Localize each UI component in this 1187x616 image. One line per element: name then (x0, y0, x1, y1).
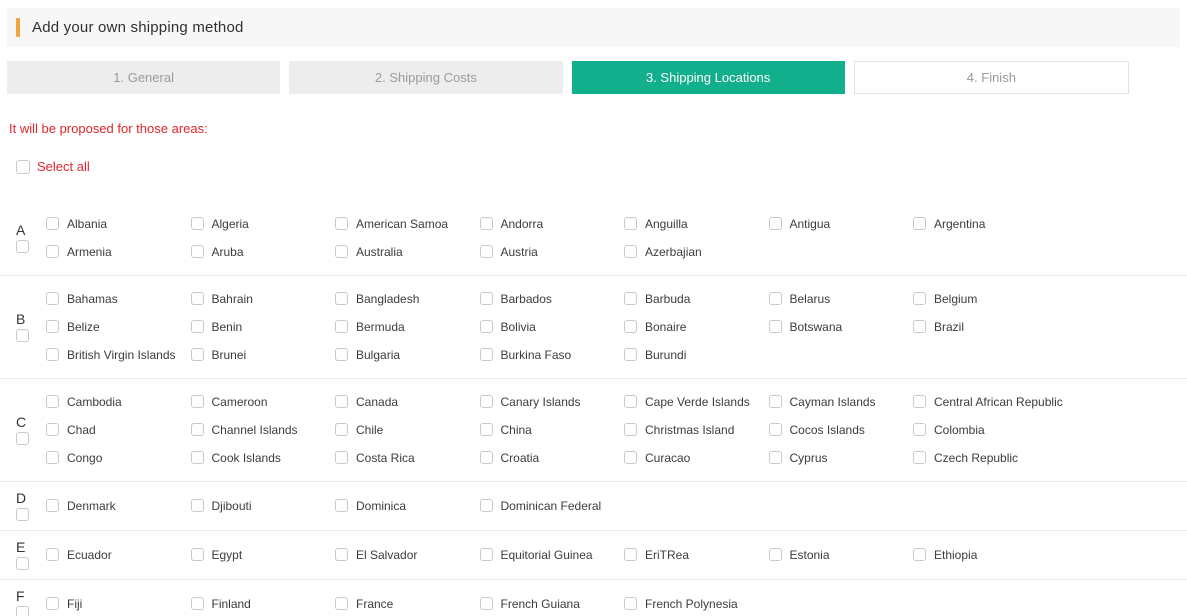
country-checkbox-icon[interactable] (335, 320, 348, 333)
country-option[interactable] (769, 210, 914, 238)
country-option[interactable] (335, 492, 480, 520)
country-grid (46, 492, 1058, 520)
country-checkbox-icon[interactable] (624, 548, 637, 561)
country-option[interactable] (191, 238, 336, 266)
country-option[interactable] (335, 285, 480, 313)
country-option[interactable] (480, 444, 625, 472)
country-label: Azerbajian (645, 244, 702, 259)
country-checkbox-icon[interactable] (46, 499, 59, 512)
country-label: EriTRea (645, 547, 690, 562)
country-checkbox-icon[interactable] (191, 548, 204, 561)
country-label: Argentina (934, 216, 986, 231)
country-option[interactable] (46, 210, 191, 238)
country-checkbox-icon[interactable] (480, 320, 493, 333)
country-option[interactable] (480, 238, 625, 266)
country-checkbox-icon[interactable] (335, 245, 348, 258)
country-section-e (0, 531, 1187, 580)
country-checkbox-icon[interactable] (913, 548, 926, 561)
country-label: Croatia (500, 450, 540, 465)
country-label: Botswana (789, 319, 843, 334)
country-label: Cocos Islands (789, 422, 865, 437)
country-checkbox-icon[interactable] (624, 292, 637, 305)
areas-notice: It will be proposed for those areas: (9, 121, 208, 136)
country-checkbox-icon[interactable] (769, 395, 782, 408)
country-option[interactable] (335, 313, 480, 341)
country-checkbox-icon[interactable] (46, 597, 59, 610)
country-label: Bermuda (356, 319, 405, 334)
section-letter-col (0, 540, 46, 570)
country-label: Cook Islands (211, 450, 281, 465)
shipping-method-page (0, 8, 1187, 616)
country-option[interactable] (624, 416, 769, 444)
country-option[interactable] (335, 541, 480, 569)
country-checkbox-icon[interactable] (624, 597, 637, 610)
country-label: Cape Verde Islands (645, 394, 750, 409)
country-label: Anguilla (645, 216, 688, 231)
country-option[interactable] (913, 416, 1058, 444)
country-label: Dominican Federal (500, 498, 602, 513)
country-option[interactable] (46, 313, 191, 341)
section-letter: A (16, 221, 26, 238)
accent-bar-icon (16, 18, 20, 37)
country-option[interactable] (624, 388, 769, 416)
section-letter-col (0, 491, 46, 521)
country-label: French Polynesia (645, 596, 738, 611)
country-checkbox-icon[interactable] (480, 451, 493, 464)
tab-finish[interactable]: 4. Finish (854, 61, 1129, 94)
country-label: Colombia (934, 422, 985, 437)
country-option[interactable] (624, 444, 769, 472)
country-option[interactable] (480, 210, 625, 238)
country-checkbox-icon[interactable] (769, 320, 782, 333)
country-checkbox-icon[interactable] (624, 320, 637, 333)
country-option[interactable] (624, 238, 769, 266)
country-section-b (0, 276, 1187, 379)
wizard-steps (7, 61, 1129, 94)
country-label: Barbados (500, 291, 552, 306)
section-letter: E (16, 538, 26, 555)
country-checkbox-icon[interactable] (46, 423, 59, 436)
country-label: French Guiana (500, 596, 580, 611)
country-label: Bahamas (67, 291, 118, 306)
country-checkbox-icon[interactable] (191, 597, 204, 610)
country-checkbox-icon[interactable] (191, 395, 204, 408)
country-checkbox-icon[interactable] (46, 395, 59, 408)
country-checkbox-icon[interactable] (769, 423, 782, 436)
country-label: Ecuador (67, 547, 112, 562)
country-label: China (500, 422, 532, 437)
country-label: Bulgaria (356, 347, 401, 362)
country-option[interactable] (191, 313, 336, 341)
country-option[interactable] (191, 285, 336, 313)
country-option[interactable] (191, 388, 336, 416)
country-option[interactable] (335, 444, 480, 472)
country-checkbox-icon[interactable] (335, 451, 348, 464)
country-option[interactable] (191, 416, 336, 444)
country-checkbox-icon[interactable] (191, 292, 204, 305)
country-checkbox-icon[interactable] (624, 245, 637, 258)
country-checkbox-icon[interactable] (769, 548, 782, 561)
country-label: France (356, 596, 394, 611)
country-option[interactable] (335, 416, 480, 444)
country-label: Belarus (789, 291, 831, 306)
country-option[interactable] (46, 541, 191, 569)
country-option[interactable] (335, 388, 480, 416)
country-checkbox-icon[interactable] (480, 348, 493, 361)
country-section-c (0, 379, 1187, 482)
country-option[interactable] (191, 541, 336, 569)
country-checkbox-icon[interactable] (335, 423, 348, 436)
country-option[interactable] (46, 416, 191, 444)
country-checkbox-icon[interactable] (335, 217, 348, 230)
country-label: Czech Republic (934, 450, 1019, 465)
country-option[interactable] (769, 313, 914, 341)
country-option[interactable] (480, 313, 625, 341)
country-section-a (0, 201, 1187, 276)
country-option[interactable] (624, 341, 769, 369)
country-checkbox-icon[interactable] (480, 499, 493, 512)
country-checkbox-icon[interactable] (335, 395, 348, 408)
country-option[interactable] (480, 341, 625, 369)
country-label: Cambodia (67, 394, 122, 409)
country-checkbox-icon[interactable] (913, 423, 926, 436)
country-checkbox-icon[interactable] (46, 245, 59, 258)
country-label: Antigua (789, 216, 831, 231)
country-grid (46, 388, 1063, 472)
section-letter: D (16, 489, 27, 506)
country-label: Burundi (645, 347, 687, 362)
country-label: Denmark (67, 498, 116, 513)
country-option[interactable] (335, 341, 480, 369)
section-letter-col (0, 589, 46, 616)
page-header (7, 8, 1180, 47)
country-label: Barbuda (645, 291, 691, 306)
country-checkbox-icon[interactable] (913, 395, 926, 408)
country-checkbox-icon[interactable] (335, 499, 348, 512)
country-option[interactable] (191, 444, 336, 472)
country-checkbox-icon[interactable] (480, 548, 493, 561)
select-all-label: Select all (37, 159, 90, 174)
country-label: Bangladesh (356, 291, 420, 306)
tab-shipping-locations[interactable]: 3. Shipping Locations (572, 61, 845, 94)
country-checkbox-icon[interactable] (335, 292, 348, 305)
country-option[interactable] (480, 388, 625, 416)
country-label: Andorra (500, 216, 544, 231)
country-label: Benin (211, 319, 243, 334)
section-letter-col (0, 223, 46, 253)
tab-shipping-costs[interactable]: 2. Shipping Costs (289, 61, 562, 94)
section-letter: B (16, 310, 26, 327)
country-label: Brunei (211, 347, 247, 362)
section-select-checkbox-icon[interactable] (16, 329, 29, 342)
country-label: British Virgin Islands (67, 347, 176, 362)
country-label: Egypt (211, 547, 243, 562)
country-checkbox-icon[interactable] (480, 217, 493, 230)
country-checkbox-icon[interactable] (769, 292, 782, 305)
country-section-f (0, 580, 1187, 616)
country-checkbox-icon[interactable] (480, 395, 493, 408)
country-option[interactable] (624, 541, 769, 569)
country-label: Cyprus (789, 450, 828, 465)
country-option[interactable] (624, 590, 769, 616)
country-option[interactable] (191, 590, 336, 616)
country-checkbox-icon[interactable] (191, 245, 204, 258)
country-label: Burkina Faso (500, 347, 572, 362)
country-option[interactable] (46, 492, 191, 520)
country-label: Cameroon (211, 394, 268, 409)
country-section-d (0, 482, 1187, 531)
country-checkbox-icon[interactable] (191, 451, 204, 464)
country-label: Austria (500, 244, 538, 259)
country-option[interactable] (624, 210, 769, 238)
country-checkbox-icon[interactable] (769, 451, 782, 464)
country-checkbox-icon[interactable] (335, 348, 348, 361)
country-option[interactable] (769, 541, 914, 569)
country-grid (46, 541, 1058, 569)
country-checkbox-icon[interactable] (624, 348, 637, 361)
country-checkbox-icon[interactable] (480, 292, 493, 305)
country-checkbox-icon[interactable] (191, 348, 204, 361)
country-checkbox-icon[interactable] (191, 217, 204, 230)
country-label: Estonia (789, 547, 830, 562)
country-label: Canada (356, 394, 399, 409)
country-checkbox-icon[interactable] (480, 423, 493, 436)
section-letter: F (16, 587, 25, 604)
country-checkbox-icon[interactable] (624, 395, 637, 408)
country-label: Djibouti (211, 498, 252, 513)
country-label: Curacao (645, 450, 691, 465)
country-checkbox-icon[interactable] (46, 451, 59, 464)
country-label: Channel Islands (211, 422, 298, 437)
country-checkbox-icon[interactable] (624, 423, 637, 436)
country-label: Ethiopia (934, 547, 978, 562)
country-option[interactable] (335, 590, 480, 616)
country-label: Congo (67, 450, 103, 465)
country-checkbox-icon[interactable] (769, 217, 782, 230)
country-option[interactable] (335, 238, 480, 266)
country-checkbox-icon[interactable] (191, 320, 204, 333)
country-option[interactable] (191, 341, 336, 369)
country-option[interactable] (46, 341, 191, 369)
country-option[interactable] (46, 285, 191, 313)
country-checkbox-icon[interactable] (191, 423, 204, 436)
country-option[interactable] (769, 285, 914, 313)
country-label: Central African Republic (934, 394, 1063, 409)
country-label: Bonaire (645, 319, 687, 334)
country-option[interactable] (480, 541, 625, 569)
country-checkbox-icon[interactable] (913, 292, 926, 305)
country-option[interactable] (913, 444, 1058, 472)
country-option[interactable] (480, 285, 625, 313)
country-option[interactable] (191, 210, 336, 238)
country-option[interactable] (480, 416, 625, 444)
country-label: American Samoa (356, 216, 449, 231)
country-label: Dominica (356, 498, 407, 513)
country-checkbox-icon[interactable] (46, 548, 59, 561)
country-label: Brazil (934, 319, 965, 334)
country-option[interactable] (46, 238, 191, 266)
country-label: Costa Rica (356, 450, 415, 465)
country-option[interactable] (913, 388, 1063, 416)
section-letter-col (0, 415, 46, 445)
country-option[interactable] (913, 285, 1058, 313)
section-select-checkbox-icon[interactable] (16, 240, 29, 253)
country-option[interactable] (480, 590, 625, 616)
country-grid (46, 590, 1058, 616)
country-label: Finland (211, 596, 251, 611)
country-option[interactable] (335, 210, 480, 238)
country-label: Bolivia (500, 319, 536, 334)
country-checkbox-icon[interactable] (335, 597, 348, 610)
country-checkbox-icon[interactable] (913, 451, 926, 464)
country-checkbox-icon[interactable] (46, 292, 59, 305)
country-label: Canary Islands (500, 394, 581, 409)
country-option[interactable] (769, 444, 914, 472)
country-option[interactable] (769, 388, 914, 416)
section-select-checkbox-icon[interactable] (16, 606, 29, 616)
country-checkbox-icon[interactable] (624, 217, 637, 230)
country-checkbox-icon[interactable] (46, 320, 59, 333)
country-option[interactable] (46, 388, 191, 416)
country-checkbox-icon[interactable] (480, 597, 493, 610)
country-label: Chad (67, 422, 96, 437)
country-label: Belgium (934, 291, 978, 306)
section-letter-col (0, 312, 46, 342)
country-option[interactable] (913, 313, 1058, 341)
country-checkbox-icon[interactable] (46, 217, 59, 230)
country-label: Bahrain (211, 291, 253, 306)
section-select-checkbox-icon[interactable] (16, 432, 29, 445)
country-label: El Salvador (356, 547, 418, 562)
country-option[interactable] (191, 492, 336, 520)
country-option[interactable] (624, 285, 769, 313)
country-option[interactable] (480, 492, 625, 520)
country-label: Chile (356, 422, 384, 437)
country-label: Australia (356, 244, 403, 259)
country-checkbox-icon[interactable] (913, 320, 926, 333)
page-title: Add your own shipping method (32, 19, 244, 36)
country-checkbox-icon[interactable] (335, 548, 348, 561)
section-letter: C (16, 413, 27, 430)
country-option[interactable] (769, 416, 914, 444)
country-option[interactable] (913, 210, 1058, 238)
country-checkbox-icon[interactable] (913, 217, 926, 230)
country-label: Algeria (211, 216, 249, 231)
country-option[interactable] (913, 541, 1058, 569)
country-grid (46, 285, 1058, 369)
country-label: Cayman Islands (789, 394, 876, 409)
country-label: Armenia (67, 244, 112, 259)
tab-general[interactable]: 1. General (7, 61, 280, 94)
section-select-checkbox-icon[interactable] (16, 508, 29, 521)
country-checkbox-icon[interactable] (191, 499, 204, 512)
country-label: Belize (67, 319, 100, 334)
country-option[interactable] (46, 444, 191, 472)
country-option[interactable] (624, 313, 769, 341)
country-sections (0, 201, 1187, 616)
country-label: Aruba (211, 244, 244, 259)
country-checkbox-icon[interactable] (624, 451, 637, 464)
country-label: Christmas Island (645, 422, 735, 437)
country-checkbox-icon[interactable] (46, 348, 59, 361)
section-select-checkbox-icon[interactable] (16, 557, 29, 570)
country-checkbox-icon[interactable] (480, 245, 493, 258)
country-option[interactable] (46, 590, 191, 616)
select-all-option[interactable] (16, 159, 90, 174)
country-label: Fiji (67, 596, 83, 611)
country-grid (46, 210, 1058, 266)
country-label: Equitorial Guinea (500, 547, 593, 562)
country-label: Albania (67, 216, 108, 231)
select-all-checkbox-icon[interactable] (16, 160, 30, 174)
